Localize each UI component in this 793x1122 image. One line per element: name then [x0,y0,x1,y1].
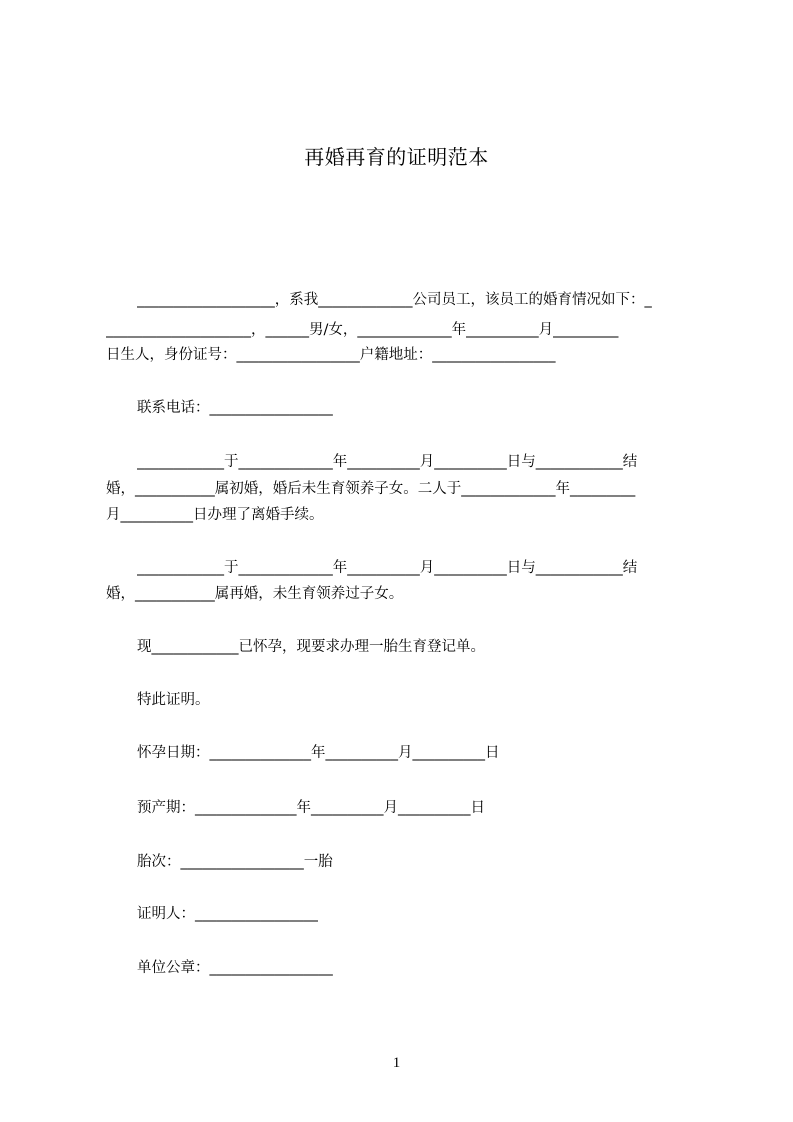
unit-seal-line: 单位公章：_________________ [137,960,333,976]
paragraph2-line1: ____________于_____________年__________月__________日与____________结 [137,454,638,470]
paragraph2-line3: 月__________日办理了离婚手续。 [106,507,324,523]
conception-date-line: 怀孕日期：______________年__________月__________日 [137,745,500,761]
paragraph1-line2: ____________________，______男/女，_____________年__________月_________ [106,322,619,338]
due-date-line: 预产期：______________年__________月__________日 [137,800,485,816]
pregnancy-line: 现____________已怀孕，现要求办理一胎生育登记单。 [137,639,485,655]
page-number: 1 [392,1055,401,1071]
paragraph1-line1: ___________________，系我_____________公司员工，该员工的婚育情况如下：_ [137,292,652,308]
paragraph3-line2: 婚，___________属再婚，未生育领养过子女。 [106,586,404,602]
paragraph3-line1: ____________于_____________年__________月__________日与____________结 [137,560,638,576]
certify-line: 特此证明。 [137,692,210,708]
paragraph2-line2: 婚，___________属初婚，婚后未生育领养子女。二人于_____________年_________ [106,481,636,497]
paragraph1-line3: 日生人，身份证号：_________________户籍地址：_________________ [106,347,556,363]
document-title: 再婚再育的证明范本 [304,145,489,169]
contact-phone-line: 联系电话：_________________ [137,400,333,416]
birth-order-line: 胎次：_________________一胎 [137,854,333,870]
certifier-line: 证明人：_________________ [137,906,319,922]
